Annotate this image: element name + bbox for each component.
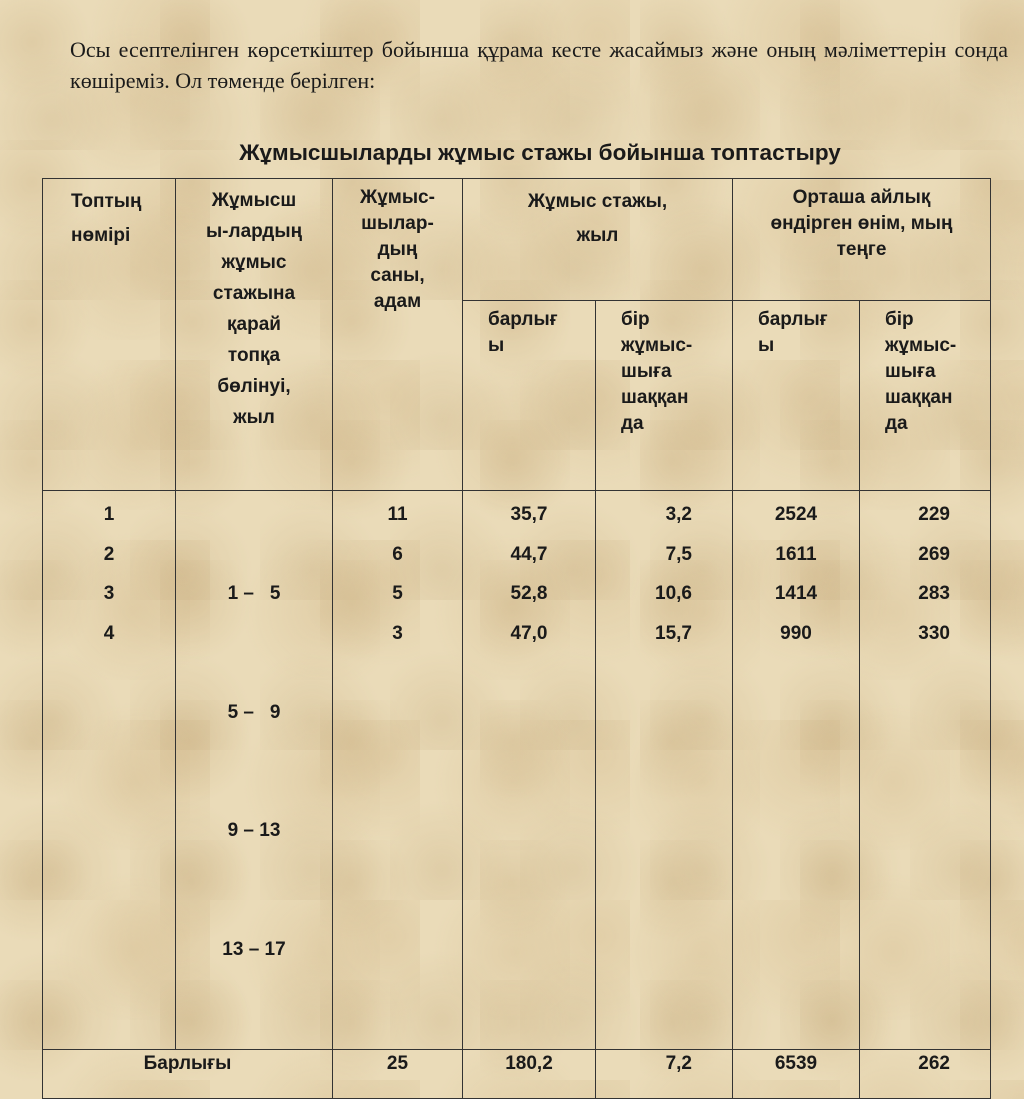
col-group-number [43,491,176,1050]
cell-value: 35,7 [510,504,548,525]
data-rows [43,491,991,1050]
header-line: саны, [370,265,425,286]
header-line: шаққан [621,387,689,408]
header-line: нөмірі [71,225,131,246]
header-line: топқа [227,345,281,366]
header-line: да [885,413,908,434]
cell-value: 47,0 [510,622,548,644]
cell-value: 1 – 5 [227,583,281,604]
cell-value: 1611 [775,543,817,565]
cell-value: 269 [918,543,950,565]
header-line: жұмыс- [621,335,693,356]
col-out-per-worker [860,491,991,1050]
total-out-per-worker: 262 [860,1050,991,1099]
cell-value: 2524 [774,504,818,525]
total-exp-per-worker: 7,2 [596,1050,733,1099]
table-caption: Жұмысшыларды жұмыс стажы бойынша топтастыру [239,140,841,165]
cell-value: 2 [103,543,115,565]
header-grouping [176,179,333,491]
subheader-exp-per-worker [596,301,733,491]
header-line: шаққан [885,387,953,408]
header-workers-count [333,179,463,491]
total-out-total: 6539 [733,1050,860,1099]
header-line: ы [758,335,775,356]
cell-value: 4 [103,622,115,644]
header-line: адам [373,291,422,312]
cell-value: 330 [918,622,950,644]
header-line: бөлінуі, [217,376,291,397]
header-line: Жұмысш [211,190,297,211]
cell-value: 5 [392,583,403,604]
header-line: жыл [233,407,275,428]
cell-value: 11 [387,504,408,525]
cell-value: 13 – 17 [222,938,286,960]
header-line: дың [377,239,418,260]
cell-value: 9 – 13 [227,820,281,841]
header-line: жұмыс- [885,335,957,356]
cell-value: 283 [918,583,950,604]
subheader-out-total [733,301,860,491]
header-line: ы-лардың [205,221,303,242]
header-line: Жұмыс- [360,187,435,208]
col-range [176,491,333,1050]
header-line: бір [885,309,914,330]
col-out-total [733,491,860,1050]
subheader-out-per-worker [860,301,991,491]
cell-value: 5 – 9 [227,701,281,723]
header-line: өндірген өнім, мың [770,213,953,234]
header-group-number [43,179,176,491]
header-line: Орташа айлық [792,187,931,208]
intro-paragraph: Осы есептелінген көрсеткіштер бойынша құрама кесте жасаймыз және оның мәліметтерін сонда көшіреміз. Ол төменде берілген: [70,37,1008,93]
data-table [42,178,991,1099]
cell-value: 44,7 [510,543,548,565]
header-row-1 [43,179,991,301]
cell-value: 15,7 [655,622,692,644]
header-line: жыл [576,225,619,246]
header-line: Топтың [71,191,142,212]
cell-value: 3,2 [665,504,692,525]
header-line: барлығ [758,309,828,330]
header-line: шылар- [361,213,434,234]
col-workers [333,491,463,1050]
header-experience [463,179,733,301]
header-line: стажына [212,283,296,304]
subheader-exp-total [463,301,596,491]
header-line: да [621,413,644,434]
header-line: барлығ [488,309,558,330]
cell-value: 7,5 [665,543,692,565]
header-line: ы [488,335,505,356]
col-exp-per-worker [596,491,733,1050]
cell-value: 52,8 [510,583,548,604]
total-label: Барлығы [43,1050,333,1099]
total-row [43,1050,991,1099]
cell-value: 1 [103,504,115,525]
cell-value: 6 [392,543,403,565]
header-line: қарай [227,314,281,335]
cell-value: 1414 [774,583,818,604]
cell-value: 3 [103,583,115,604]
header-line: бір [621,309,650,330]
total-exp-total: 180,2 [463,1050,596,1099]
cell-value: 990 [780,622,812,644]
header-line: теңге [836,239,887,260]
header-line: жұмыс [221,252,287,273]
col-exp-total [463,491,596,1050]
header-line: Жұмыс стажы, [527,191,668,212]
cell-value: 3 [392,622,403,644]
cell-value: 229 [918,504,950,525]
header-line: шыға [885,361,936,382]
total-workers: 25 [333,1050,463,1099]
header-line: шыға [621,361,672,382]
cell-value: 10,6 [655,583,692,604]
header-output [733,179,991,301]
